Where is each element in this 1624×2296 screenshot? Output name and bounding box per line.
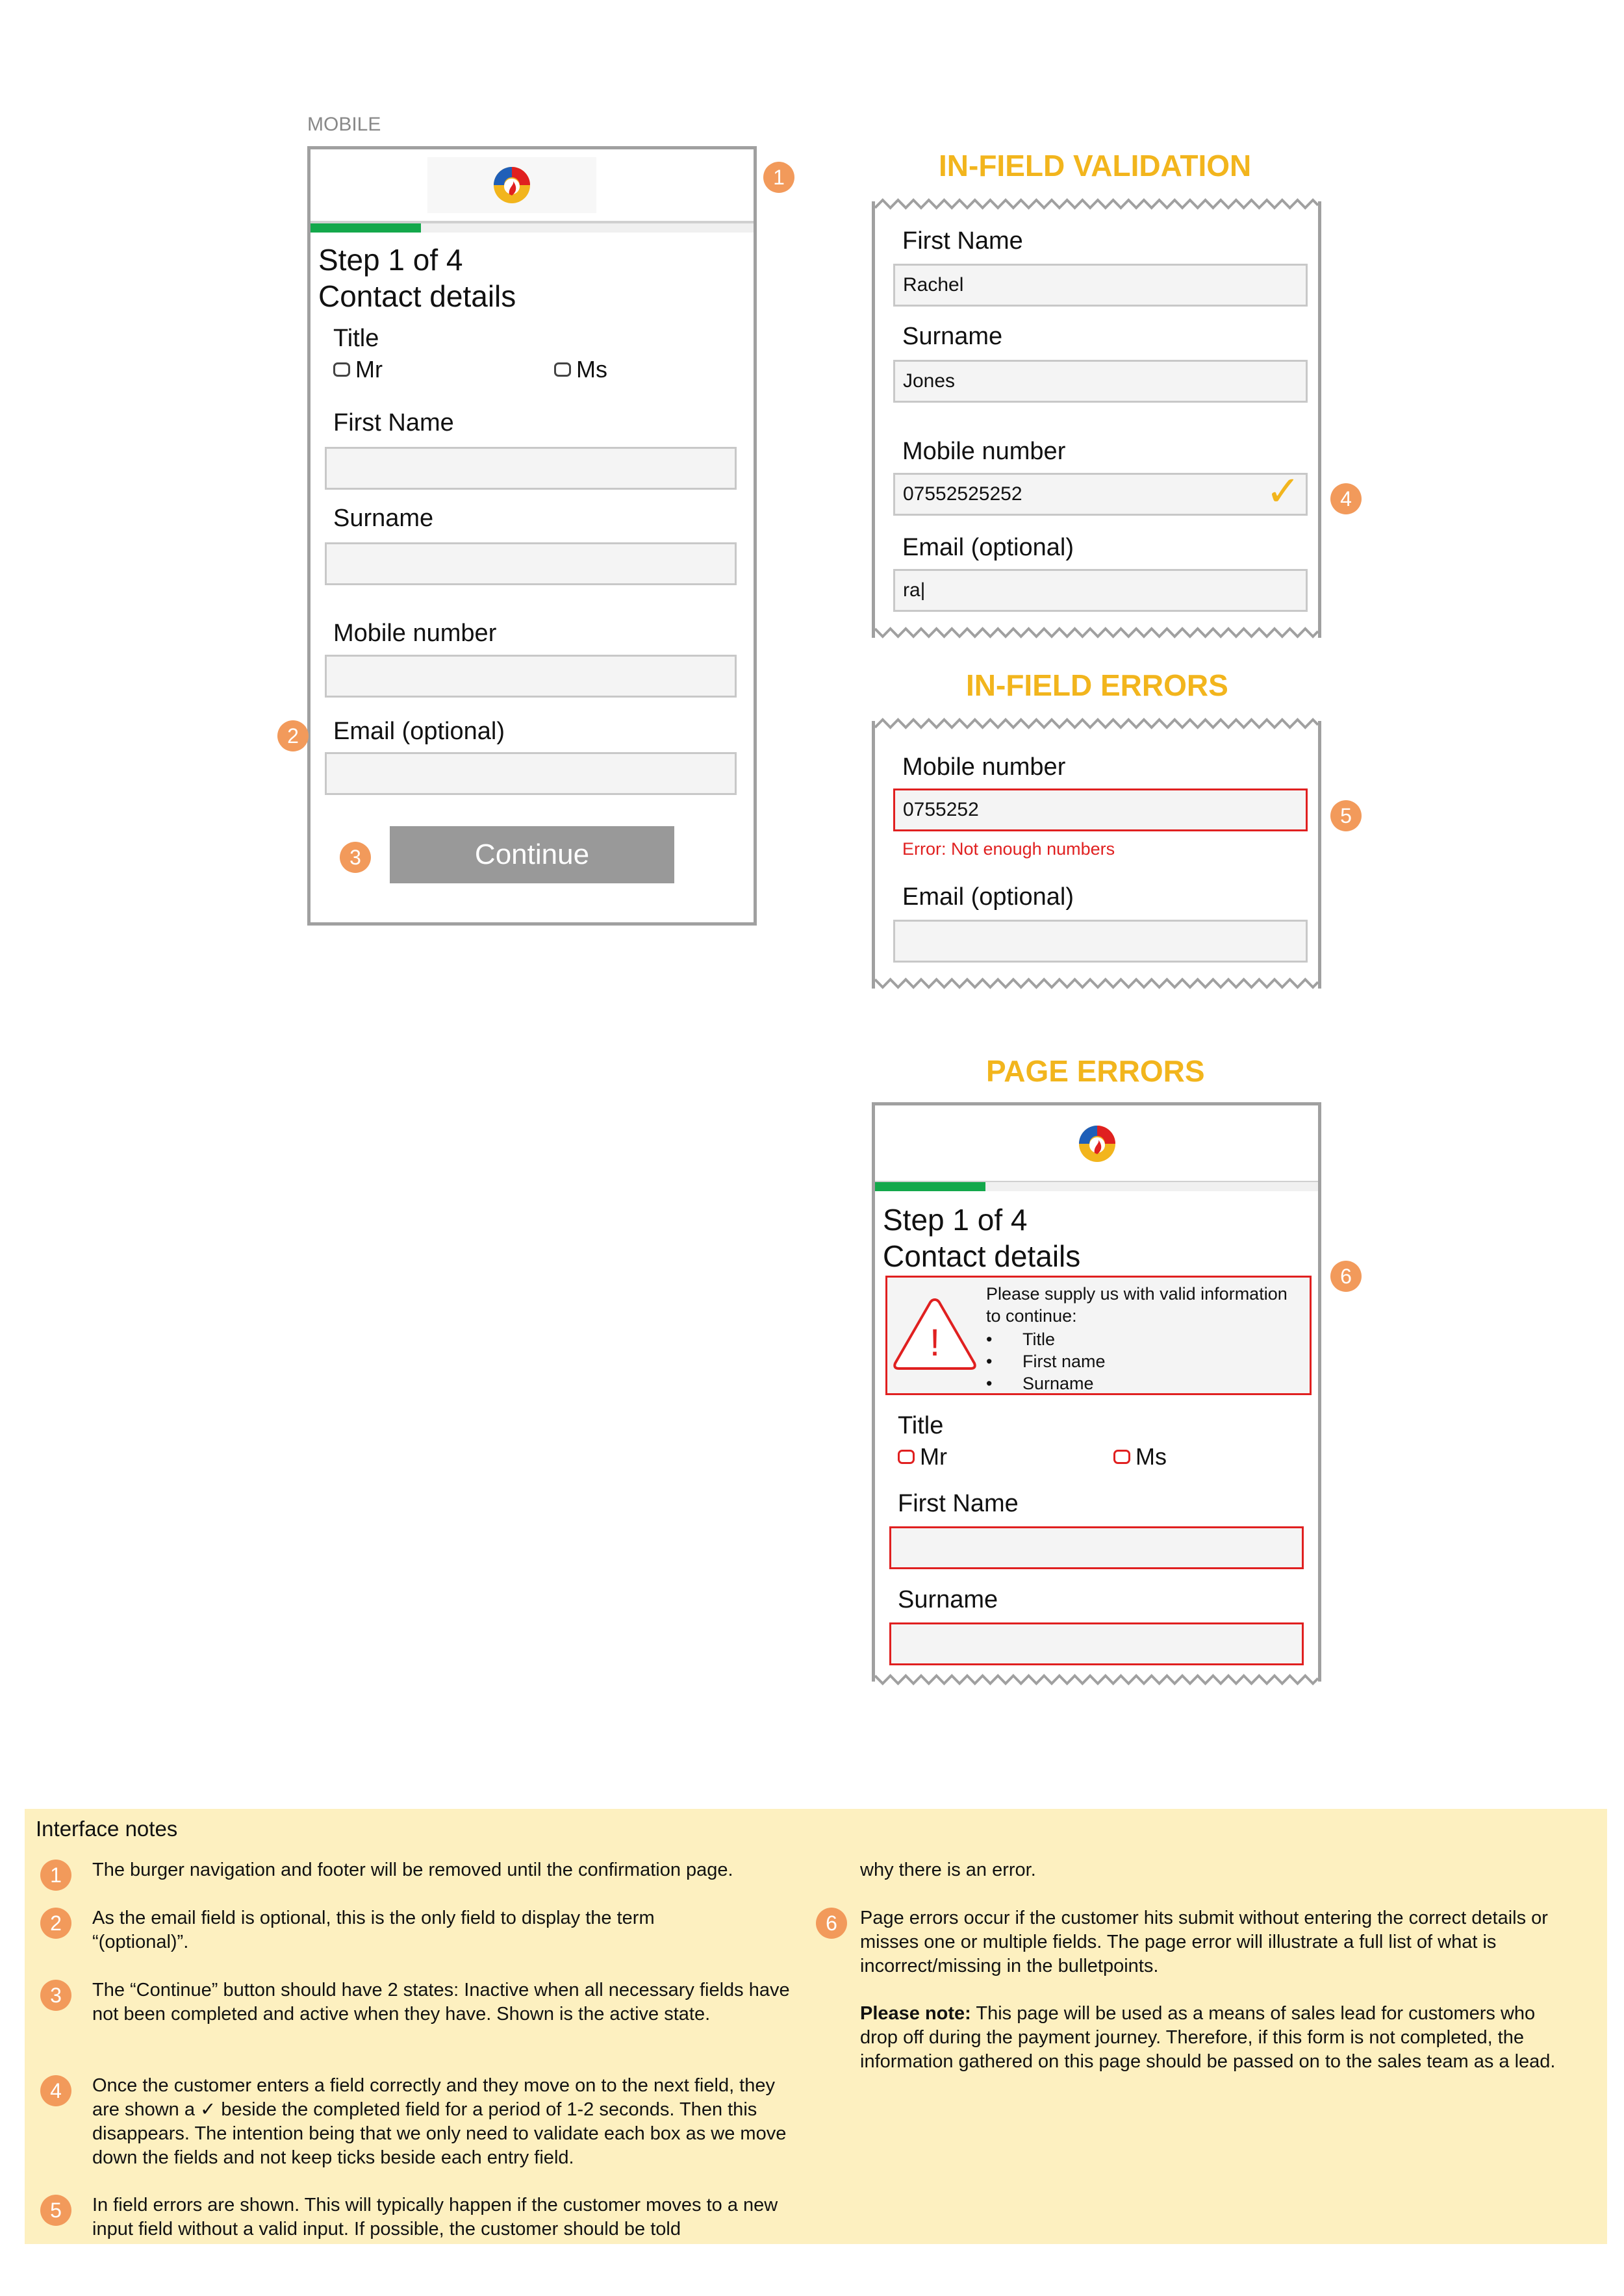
error-summary-box	[885, 1276, 1312, 1395]
annotation-badge-5: 5	[1330, 800, 1362, 831]
note-badge-1: 1	[40, 1860, 71, 1891]
val-email-label: Email (optional)	[902, 534, 1074, 561]
note-badge-6: 6	[816, 1908, 847, 1939]
interface-notes-panel	[25, 1809, 1607, 2244]
note-badge-4: 4	[40, 2075, 71, 2106]
val-mobile-value: 07552525252	[903, 483, 1022, 505]
page-errors-panel	[872, 1102, 1321, 1682]
mr-checkbox[interactable]	[333, 362, 350, 377]
mobile-field[interactable]	[325, 655, 737, 698]
header-bar	[311, 149, 754, 223]
pe-option-mr[interactable]: Mr	[898, 1443, 947, 1470]
surname-field[interactable]	[325, 542, 737, 585]
errors-panel	[872, 721, 1321, 989]
annotation-badge-2: 2	[277, 720, 309, 751]
surname-label: Surname	[333, 505, 434, 532]
warning-icon	[891, 1296, 978, 1372]
please-note	[860, 2002, 1562, 2074]
pe-title-label: Title	[898, 1412, 944, 1439]
note-4: Once the customer enters a field correctly and they move on to the next field, they are shown a ✓ beside the completed field for a period of 1-2 seconds. Then this disappears. The intention being that we only need to validate each box as we move down the fields and not keep ticks beside each entry field.	[92, 2075, 787, 2168]
ms-checkbox[interactable]	[554, 362, 571, 377]
err-mobile-field[interactable]: 0755252	[893, 788, 1308, 831]
torn-edge-bottom	[875, 976, 1318, 990]
alert-item: • First name	[986, 1352, 1106, 1371]
email-field[interactable]	[325, 752, 737, 795]
val-mobile-field[interactable]	[893, 468, 1308, 516]
pe-surname-field[interactable]	[889, 1622, 1304, 1665]
logo-icon	[1071, 1121, 1123, 1167]
pe-first-name-field[interactable]	[889, 1526, 1304, 1569]
logo-icon	[486, 162, 538, 208]
err-email-label: Email (optional)	[902, 883, 1074, 911]
val-first-name-field[interactable]: Rachel	[893, 264, 1308, 307]
pe-page-title: Contact details	[883, 1239, 1081, 1273]
annotation-badge-4: 4	[1330, 483, 1362, 514]
page-errors-heading: PAGE ERRORS	[986, 1054, 1205, 1088]
err-email-field[interactable]	[893, 920, 1308, 963]
alert-item: • Title	[986, 1330, 1056, 1349]
first-name-field[interactable]	[325, 447, 737, 490]
pe-step-indicator: Step 1 of 4	[883, 1203, 1028, 1237]
val-surname-label: Surname	[902, 323, 1003, 350]
note-badge-5: 5	[40, 2195, 71, 2226]
option-ms[interactable]: Ms	[554, 356, 607, 383]
step-indicator: Step 1 of 4	[318, 243, 463, 277]
note-5-continued: why there is an error.	[860, 1860, 1036, 1880]
pe-mr-checkbox[interactable]	[898, 1450, 915, 1464]
note-2: As the email field is optional, this is the only field to display the term “(optional)”.	[92, 1908, 655, 1952]
page-title: Contact details	[318, 279, 516, 313]
pe-ms-checkbox[interactable]	[1113, 1450, 1130, 1464]
pe-first-name-label: First Name	[898, 1490, 1019, 1517]
mobile-caption: MOBILE	[307, 114, 381, 135]
validation-heading: IN-FIELD VALIDATION	[939, 149, 1252, 183]
first-name-label: First Name	[333, 409, 454, 436]
annotation-badge-1: 1	[763, 162, 794, 193]
note-1: The burger navigation and footer will be removed until the confirmation page.	[92, 1860, 733, 1880]
note-5: In field errors are shown. This will typically happen if the customer moves to a new input field without a valid input. If possible, the customer should be told	[92, 2195, 778, 2239]
errors-heading: IN-FIELD ERRORS	[966, 668, 1228, 702]
annotation-badge-3: 3	[340, 842, 371, 873]
continue-label: Continue	[474, 839, 590, 870]
pe-option-ms[interactable]: Ms	[1113, 1443, 1167, 1470]
err-mobile-label: Mobile number	[902, 753, 1066, 781]
val-surname-field[interactable]: Jones	[893, 360, 1308, 403]
alert-item: • Surname	[986, 1374, 1094, 1393]
continue-button[interactable]	[390, 826, 674, 883]
mobile-frame	[307, 146, 757, 926]
option-mr[interactable]: Mr	[333, 356, 383, 383]
validation-panel	[872, 201, 1321, 638]
note-3: The “Continue” button should have 2 states: Inactive when all necessary fields have not been completed and active when they have. Shown is the active state.	[92, 1980, 790, 2025]
val-first-name-label: First Name	[902, 227, 1023, 255]
please-note-label: Please note:	[860, 2003, 971, 2024]
torn-edge-top	[875, 196, 1318, 210]
mobile-label: Mobile number	[333, 620, 497, 647]
alert-list	[986, 1328, 1106, 1394]
annotation-badge-6: 6	[1330, 1261, 1362, 1292]
note-6: Page errors occur if the customer hits submit without entering the correct details or misses one or multiple fields. The page error will illustrate a full list of what is incorrect/missing in the bulletpoints.	[860, 1908, 1548, 1976]
note-badge-2: 2	[40, 1908, 71, 1939]
torn-edge-top	[875, 716, 1318, 730]
pe-surname-label: Surname	[898, 1586, 998, 1613]
torn-edge-bottom	[875, 625, 1318, 639]
torn-edge-bottom	[875, 1672, 1318, 1686]
please-note-text: This page will be used as a means of sales lead for customers who drop off during the payment journey. Therefore, if this form is not completed, the information gathered on this page should be passed on to the sales team as a lead.	[860, 2003, 1556, 2072]
alert-intro: Please supply us with valid information to continue:	[986, 1284, 1288, 1326]
val-mobile-label: Mobile number	[902, 438, 1066, 465]
svg-text:!: !	[929, 1322, 941, 1364]
val-email-field[interactable]: ra|	[893, 569, 1308, 612]
checkmark-icon: ✓	[1265, 468, 1300, 514]
error-message: Error: Not enough numbers	[902, 839, 1115, 859]
progress-fill	[311, 223, 421, 233]
pe-progress-fill	[875, 1182, 985, 1191]
note-badge-3: 3	[40, 1980, 71, 2011]
notes-heading: Interface notes	[36, 1817, 178, 1841]
pe-header-bar	[875, 1105, 1318, 1183]
title-label: Title	[333, 325, 379, 352]
email-label: Email (optional)	[333, 718, 505, 745]
